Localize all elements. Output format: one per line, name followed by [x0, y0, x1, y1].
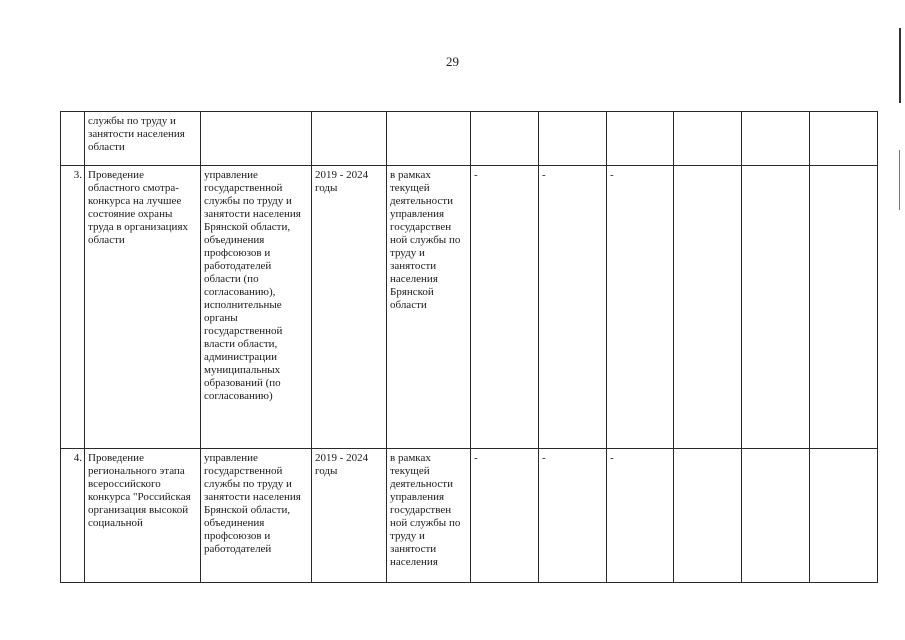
row-number	[61, 112, 85, 166]
funding-cell: в рамках текущей деятельности управления государствен ной службы по труду и занятости населения Брянской области	[387, 166, 471, 449]
row-number: 3.	[61, 166, 85, 449]
period-cell: 2019 - 2024 годы	[312, 166, 387, 449]
value-cell	[742, 166, 810, 449]
executor-cell: управление государственной службы по труду и занятости населения Брянской области, объединения профсоюзов и работодателей области (по согласованию), исполнительные органы государственной власти области, администрации муниципальных образований (по согласованию)	[201, 166, 312, 449]
value-cell: -	[539, 166, 607, 449]
measures-table	[60, 111, 878, 583]
value-cell	[471, 112, 539, 166]
value-cell	[742, 449, 810, 583]
scan-edge-mark	[899, 28, 901, 103]
funding-cell	[387, 112, 471, 166]
table-row	[61, 166, 878, 449]
value-cell	[539, 112, 607, 166]
value-cell	[810, 166, 878, 449]
event-cell: Проведение областного смотра-конкурса на лучшее состояние охраны труда в организациях области	[85, 166, 201, 449]
executor-cell	[201, 112, 312, 166]
value-cell	[674, 112, 742, 166]
period-cell	[312, 112, 387, 166]
value-cell: -	[539, 449, 607, 583]
event-cell: Проведение регионального этапа всероссийского конкурса "Российская организация высокой социальной	[85, 449, 201, 583]
value-cell	[674, 166, 742, 449]
value-cell	[810, 449, 878, 583]
value-cell: -	[471, 449, 539, 583]
value-cell	[607, 112, 674, 166]
scan-edge-mark	[899, 150, 900, 210]
funding-cell: в рамках текущей деятельности управления государствен ной службы по труду и занятости населения	[387, 449, 471, 583]
page-number: 29	[446, 54, 459, 69]
table-row	[61, 112, 878, 166]
value-cell: -	[471, 166, 539, 449]
value-cell	[742, 112, 810, 166]
value-cell: -	[607, 166, 674, 449]
period-cell: 2019 - 2024 годы	[312, 449, 387, 583]
row-number: 4.	[61, 449, 85, 583]
value-cell	[674, 449, 742, 583]
executor-cell: управление государственной службы по труду и занятости населения Брянской области, объединения профсоюзов и работодателей	[201, 449, 312, 583]
event-cell: службы по труду и занятости населения области	[85, 112, 201, 166]
table-row	[61, 449, 878, 583]
value-cell	[810, 112, 878, 166]
value-cell: -	[607, 449, 674, 583]
